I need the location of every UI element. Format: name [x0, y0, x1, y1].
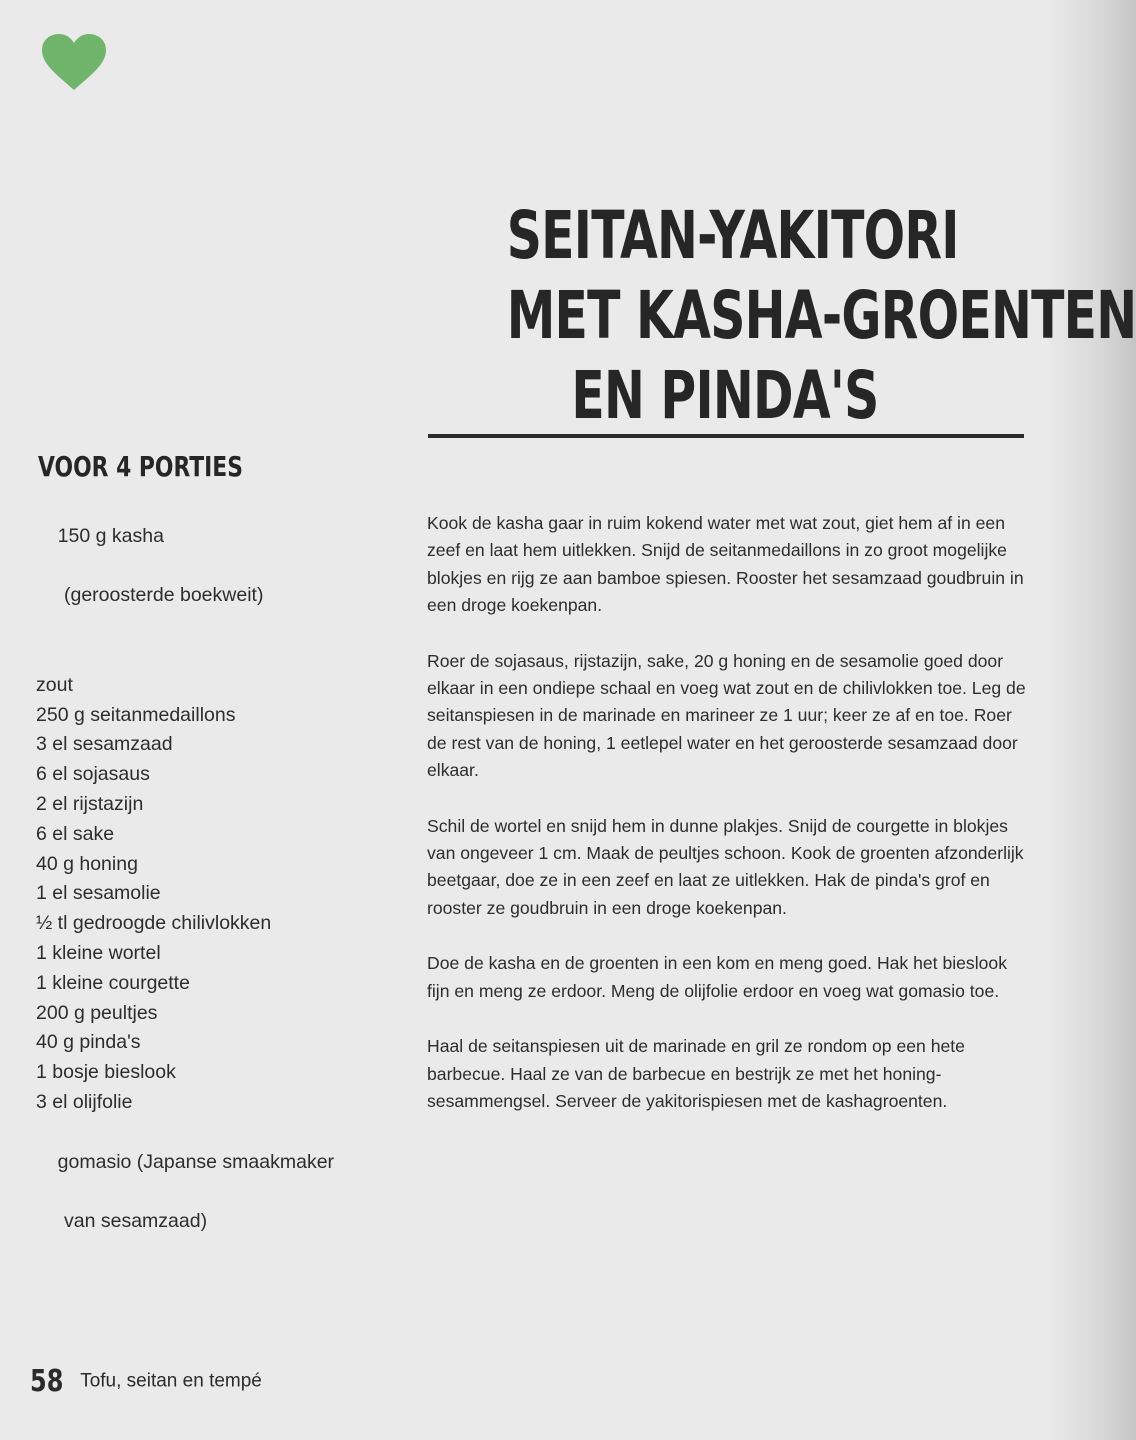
- ingredient-continuation: (geroosterde boekweit): [64, 584, 264, 607]
- ingredient-text: gomasio (Japanse smaakmaker: [57, 1150, 335, 1173]
- heart-shape: [42, 34, 106, 92]
- method-paragraph: Haal de seitanspiesen uit de marinade en gril ze rondom op een hete barbecue. Haal ze van de barbecue en bestrijk ze met het honing-sesammengsel. Serveer de yakitorispiesen met de kashagroenten.: [427, 1036, 965, 1111]
- method-paragraph: Roer de sojasaus, rijstazijn, sake, 20 g honing en de sesamolie goed door elkaar in een ondiepe schaal en voeg wat zout en de chilivlokken toe. Leg de seitanspiesen in de marinade en marineer ze 1 uur; keer ze af en toe. Roer de rest van de honing, 1 eetlepel water en het geroosterde sesamzaad door elkaar.: [427, 650, 1026, 781]
- portions-heading: VOOR 4 PORTIES: [38, 450, 243, 483]
- page-footer: [30, 1364, 262, 1399]
- title-line: EN PINDA'S: [571, 357, 879, 434]
- ingredient-item: 1 bosje bieslook: [36, 1061, 176, 1084]
- ingredient-item: 1 kleine wortel: [36, 941, 161, 964]
- ingredient-item: 2 el rijstazijn: [36, 792, 144, 815]
- ingredient-list: [36, 492, 396, 1297]
- ingredient-item: zout: [36, 673, 73, 696]
- method-paragraph: Kook de kasha gaar in ruim kokend water met wat zout, giet hem af in een zeef en laat hem uitlekken. Snijd de seitanmedaillons in zo groot mogelijke blokjes en rijg ze aan bamboe spiesen. Rooster het sesamzaad goudbruin in een droge koekenpan.: [427, 513, 1024, 616]
- title-line: MET KASHA-GROENTEN: [506, 277, 1136, 354]
- page-number: 58: [30, 1364, 64, 1399]
- method-text: [427, 510, 1027, 1143]
- method-paragraph: Doe de kasha en de groenten in een kom en meng goed. Hak het bieslook fijn en meng ze erdoor. Meng de olijfolie erdoor en voeg wat gomasio toe.: [427, 953, 1008, 1001]
- ingredient-continuation: van sesamzaad): [64, 1210, 208, 1233]
- ingredient-item: 3 el olijfolie: [36, 1090, 133, 1113]
- ingredient-item: ½ tl gedroogde chilivlokken: [36, 912, 272, 935]
- chapter-name: Tofu, seitan en tempé: [80, 1370, 262, 1392]
- method-paragraph: Schil de wortel en snijd hem in dunne plakjes. Snijd de courgette in blokjes van ongeveer 1 cm. Maak de peultjes schoon. Kook de groenten afzonderlijk beetgaar, doe ze in een zeef en laat ze uitlekken. Hak de pinda's grof en rooster ze goudbruin in een droge koekenpan.: [427, 815, 1024, 918]
- ingredient-item: [36, 1118, 396, 1297]
- ingredient-item: 3 el sesamzaad: [36, 733, 173, 756]
- ingredient-item: 6 el sake: [36, 822, 115, 845]
- ingredient-item: 40 g honing: [36, 852, 138, 875]
- ingredient-item: 1 el sesamolie: [36, 882, 161, 905]
- ingredient-item: 6 el sojasaus: [36, 763, 150, 786]
- ingredient-item: 250 g seitanmedaillons: [36, 703, 236, 726]
- title-line: SEITAN-YAKITORI: [506, 197, 959, 274]
- recipe-title: [506, 196, 1136, 436]
- ingredient-item: [36, 492, 396, 671]
- ingredient-item: 40 g pinda's: [36, 1031, 141, 1054]
- ingredient-text: 150 g kasha: [57, 524, 164, 547]
- ingredient-item: 200 g peultjes: [36, 1001, 158, 1024]
- title-divider: [428, 434, 1024, 438]
- ingredient-item: 1 kleine courgette: [36, 971, 190, 994]
- heart-icon: [42, 34, 106, 92]
